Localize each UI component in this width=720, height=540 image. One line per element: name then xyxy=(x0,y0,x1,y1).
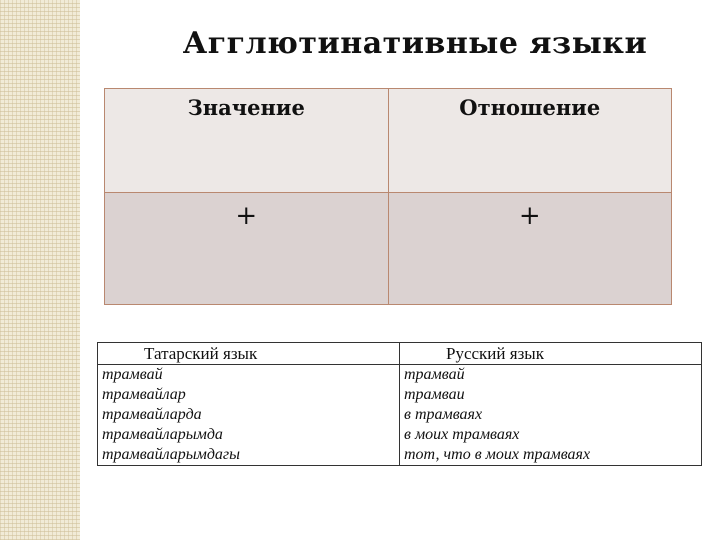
russian-word: в трамваях xyxy=(400,405,702,425)
table-row xyxy=(98,445,702,466)
russian-word: трамвай xyxy=(400,365,702,386)
table-row xyxy=(98,405,702,425)
decorative-side-strip xyxy=(0,0,80,540)
page-title: Агглютинативные языки xyxy=(182,26,648,61)
table-row xyxy=(98,365,702,386)
tatar-word: трамвайларымда xyxy=(98,425,400,445)
header-cell-meaning: Значение xyxy=(105,89,389,193)
russian-word: трамваи xyxy=(400,385,702,405)
meaning-relation-table xyxy=(104,88,672,305)
table-row xyxy=(98,425,702,445)
tatar-word: трамвай xyxy=(98,365,400,386)
table-header-row xyxy=(105,89,672,193)
header-cell-relation: Отношение xyxy=(388,89,672,193)
russian-word: в моих трамваях xyxy=(400,425,702,445)
tatar-word: трамвайларда xyxy=(98,405,400,425)
tatar-word: трамвайлар xyxy=(98,385,400,405)
table-header-row xyxy=(98,343,702,365)
language-comparison-table xyxy=(97,342,702,466)
header-cell-tatar: Татарский язык xyxy=(98,343,400,365)
table-row xyxy=(98,385,702,405)
header-cell-russian: Русский язык xyxy=(400,343,702,365)
tatar-word: трамвайларымдагы xyxy=(98,445,400,466)
russian-word: тот, что в моих трамваях xyxy=(400,445,702,466)
plus-cell-relation: + xyxy=(388,193,672,305)
plus-cell-meaning: + xyxy=(105,193,389,305)
table-row xyxy=(105,193,672,305)
